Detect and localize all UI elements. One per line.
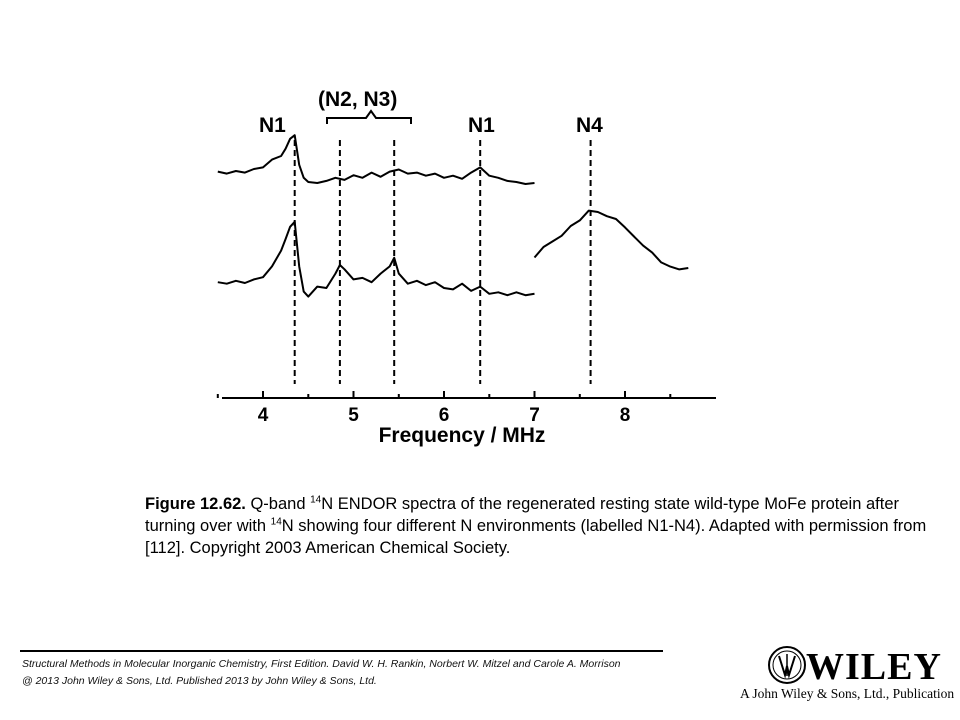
x-tick-label: 4 xyxy=(257,405,269,426)
spectrum-trace-1 xyxy=(218,135,535,184)
n2-n3-bracket xyxy=(327,111,411,124)
spectrum-traces xyxy=(218,135,689,296)
peak-label-n4: N4 xyxy=(576,114,603,137)
x-tick-label: 8 xyxy=(619,405,631,426)
x-axis-ticks xyxy=(218,391,671,426)
spectrum-trace-3 xyxy=(535,211,689,270)
peak-label-n2-n3: (N2, N3) xyxy=(318,88,398,111)
caption-superscript-2: 14 xyxy=(270,516,282,528)
x-tick-label: 5 xyxy=(348,405,359,426)
footer-divider xyxy=(20,650,663,652)
citation-line-2: @ 2013 John Wiley & Sons, Ltd. Published 2013 by John Wiley & Sons, Ltd. xyxy=(22,675,377,687)
peak-label-n1-right: N1 xyxy=(468,114,495,137)
x-tick-label: 6 xyxy=(438,405,450,426)
caption-text-2: N ENDOR spectra of the regenerated resting state wild-type MoFe protein after turning over with xyxy=(145,495,900,535)
publisher-wordmark: WILEY xyxy=(806,646,942,688)
caption-text-3: N showing four different N environments (labelled N1-N4). Adapted with permission from [112]. Copyright 2003 American Chemical Society. xyxy=(145,517,927,557)
citation-footer xyxy=(22,656,621,690)
citation-line-1: Structural Methods in Molecular Inorganic Chemistry, First Edition. David W. H. Rankin, Norbert W. Mitzel and Carole A. Morrison xyxy=(22,658,621,670)
figure-number: Figure 12.62. xyxy=(145,495,246,513)
peak-label-n1-left: N1 xyxy=(259,114,286,137)
spectrum-trace-2 xyxy=(218,222,535,297)
caption-text-1: Q-band xyxy=(245,495,311,513)
x-axis-title: Frequency / MHz xyxy=(378,424,546,447)
caption-superscript-1: 14 xyxy=(310,494,322,506)
x-tick-label: 7 xyxy=(529,405,540,426)
figure-caption xyxy=(145,493,935,559)
publisher-tagline: A John Wiley & Sons, Ltd., Publication xyxy=(740,686,955,701)
